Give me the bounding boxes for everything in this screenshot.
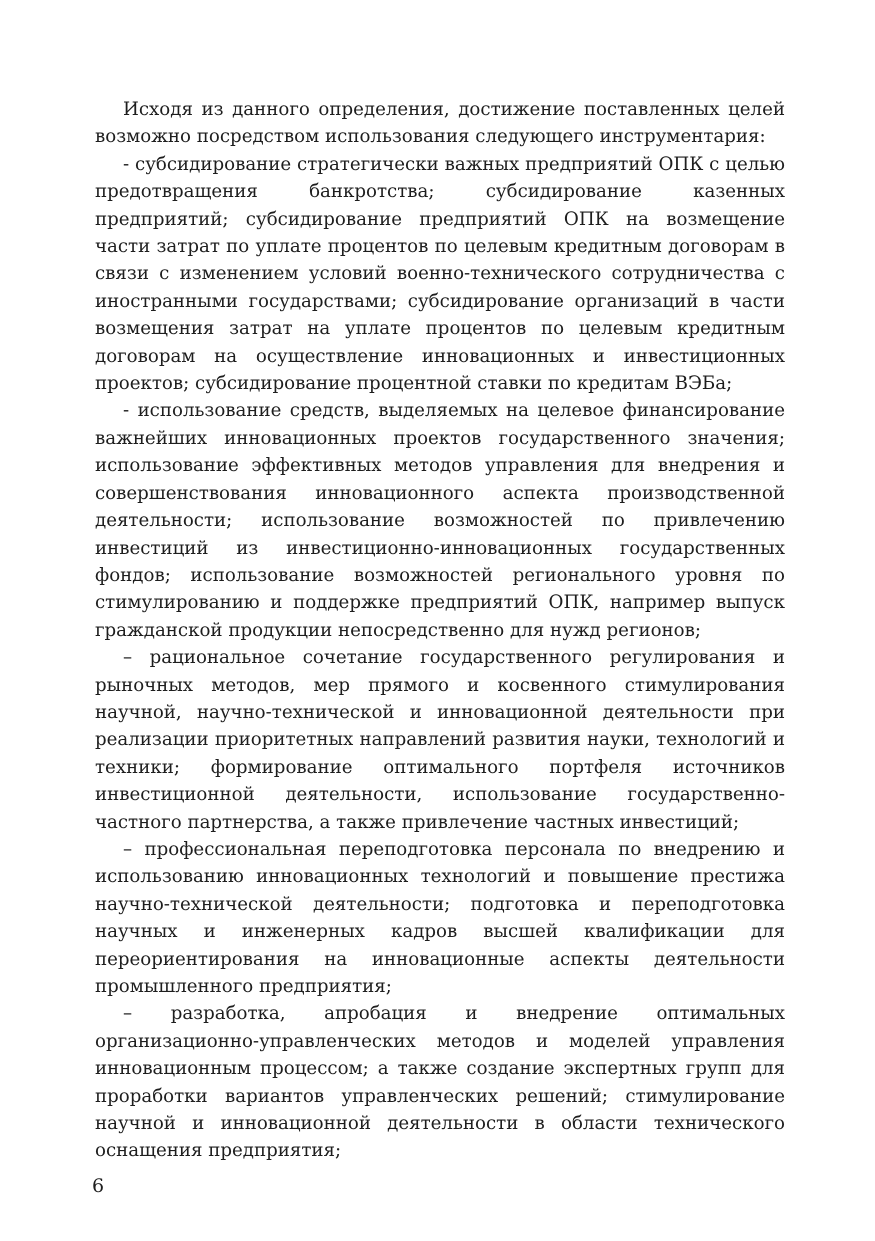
- page-number: 6: [92, 1175, 105, 1197]
- paragraph-funding: - использование средств, выделяемых на целевое финансирование важнейших инновационных проектов государственного значения; использование эффективных методов управления для внедрения и совершенствования инновационного аспекта производственной деятельности; использование возможностей по привлечению инвестиций из инвестиционно-инновационных государственных фондов; использование возможностей регионального уровня по стимулированию и поддержке предприятий ОПК, например выпуск гражданской продукции непосредственно для нужд регионов;: [95, 400, 785, 641]
- paragraph-intro: Исходя из данного определения, достижение поставленных целей возможно посредством использования следующего инструментария:: [95, 99, 785, 148]
- body-text: [95, 96, 785, 1165]
- paragraph-development: – разработка, апробация и внедрение оптимальных организационно-управленческих методов и моделей управления инновационным процессом; а также создание экспертных групп для проработки вариантов управленческих решений; стимулирование научной и инновационной деятельности в области технического оснащения предприятия;: [95, 1003, 785, 1162]
- paragraph-subsidies: - субсидирование стратегически важных предприятий ОПК с целью предотвращения банкротства; субсидирование казенных предприятий; субсидирование предприятий ОПК на возмещение части затрат по уплате процентов по целевым кредитным договорам в связи с изменением условий военно-технического сотрудничества с иностранными государствами; субсидирование организаций в части возмещения затрат на уплате процентов по целевым кредитным договорам на осуществление инновационных и инвестиционных проектов; субсидирование процентной ставки по кредитам ВЭБа;: [95, 153, 785, 395]
- paragraph-regulation: – рациональное сочетание государственного регулирования и рыночных методов, мер прямого и косвенного стимулирования научной, научно-технической и инновационной деятельности при реализации приоритетных направлений развития науки, технологий и техники; формирование оптимального портфеля источников инвестиционной деятельности, использование государственно-частного партнерства, а также привлечение частных инвестиций;: [95, 647, 785, 833]
- paragraph-retraining: – профессиональная переподготовка персонала по внедрению и использованию инновационных технологий и повышение престижа научно-технической деятельности; подготовка и переподготовка научных и инженерных кадров высшей квалификации для переориентирования на инновационные аспекты деятельности промышленного предприятия;: [95, 838, 785, 997]
